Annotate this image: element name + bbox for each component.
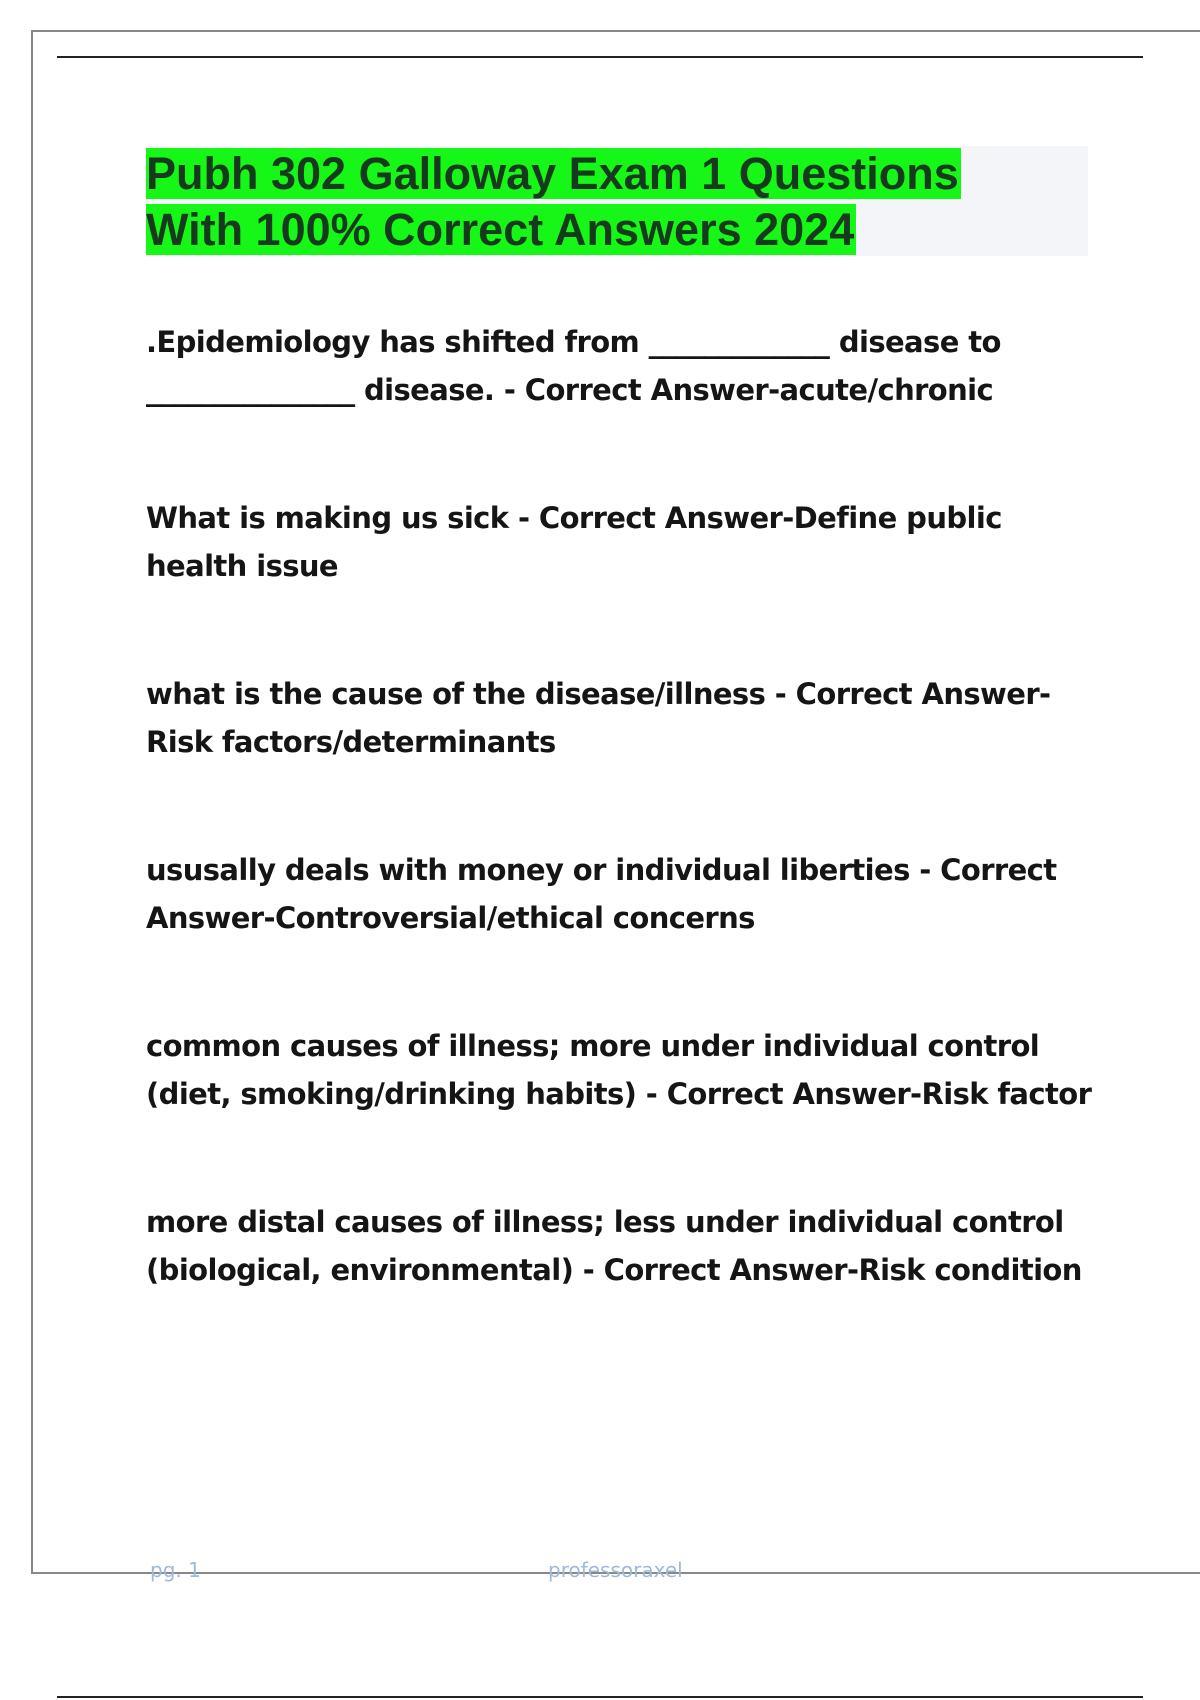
header-rule [57,56,1143,58]
question-item: common causes of illness; more under individual control (diet, smoking/drinking habits) - Correct Answer-Risk factor [146,1029,1092,1111]
footer-author: professoraxel [548,1558,683,1582]
question-item: what is the cause of the disease/illness - Correct Answer-Risk factors/determinants [146,677,1051,759]
title-line-2: With 100% Correct Answers 2024 [146,204,855,255]
question-item: What is making us sick - Correct Answer-Define public health issue [146,501,1002,583]
question-item: more distal causes of illness; less under individual control (biological, environmental) - Correct Answer-Risk condition [146,1205,1082,1287]
footer-page-number: pg. 1 [150,1558,201,1582]
title-line-1: Pubh 302 Galloway Exam 1 Questions [146,148,959,199]
footer-rule [57,1696,1143,1698]
question-item: ususally deals with money or individual liberties - Correct Answer-Controversial/ethical concerns [146,853,1057,935]
title-block [146,146,1088,256]
document-title [146,146,1088,258]
question-item: .Epidemiology has shifted from _____________ disease to _______________ disease. - Correct Answer-acute/chronic [146,325,1001,407]
question-list [146,318,1096,1294]
